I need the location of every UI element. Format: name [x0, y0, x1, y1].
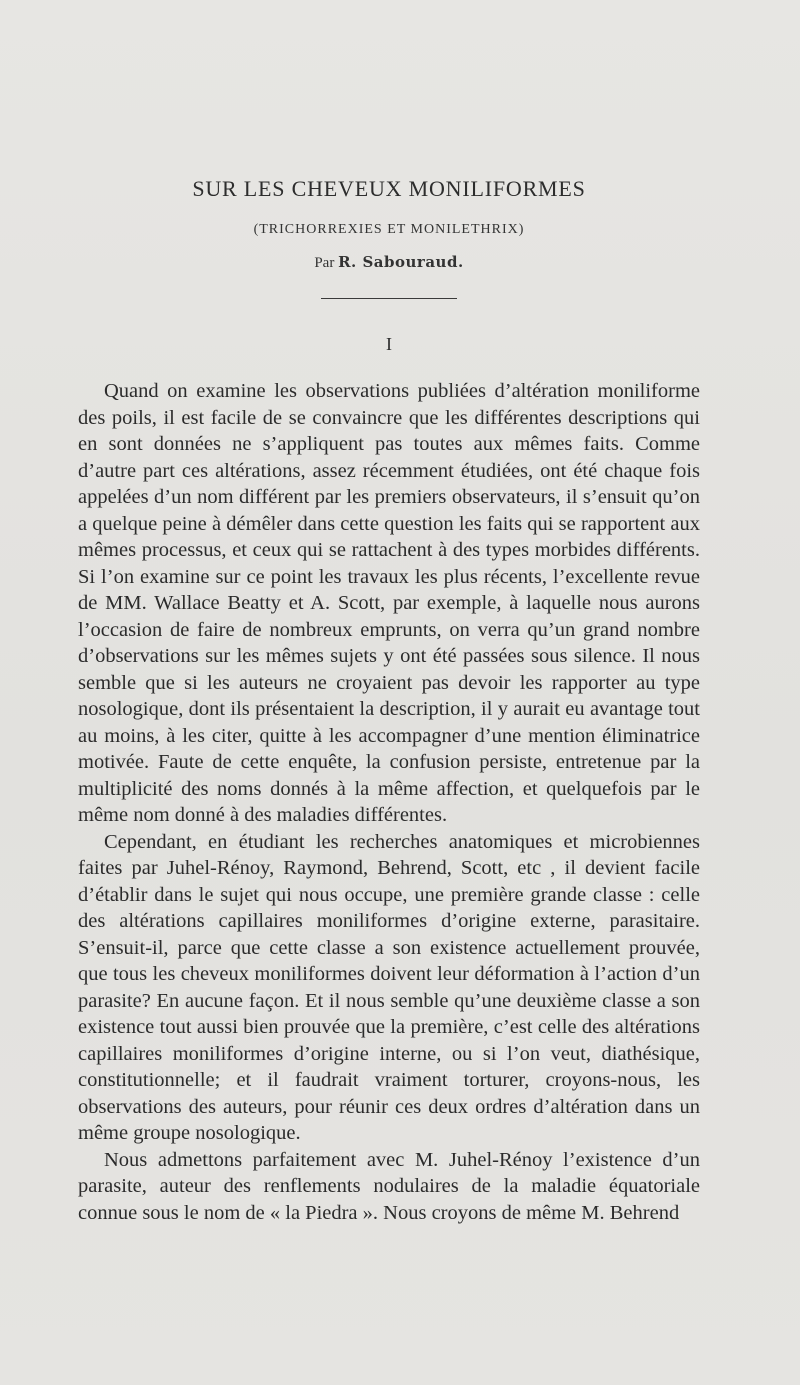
- title-divider: [321, 298, 457, 299]
- author-line: [78, 253, 700, 272]
- author-prefix: Par: [314, 255, 335, 272]
- section-number: I: [386, 334, 392, 355]
- article: [78, 176, 700, 1226]
- article-body: [78, 378, 700, 1226]
- author-name: R. Sabouraud.: [338, 253, 464, 272]
- article-title: SUR LES CHEVEUX MONILIFORMES: [192, 176, 586, 201]
- paragraph: Quand on examine les observations publiées d’altération moniliforme des poils, il est facile de se convaincre que les différentes descriptions qui en sont données ne s’appliquent pas toutes aux mêmes faits. Comme d’autre part ces altérations, assez récemment étudiées, ont été chaque fois appelées d’un nom différent par les premiers observateurs, il s’ensuit qu’on a quelque peine à démêler dans cette question les faits qui se rapportent aux mêmes processus, et ceux qui se rattachent à des types morbides différents. Si l’on examine sur ce point les travaux les plus récents, l’excellente revue de MM. Wallace Beatty et A. Scott, par exemple, à laquelle nous aurons l’occasion de faire de nombreux emprunts, on verra qu’un grand nombre d’observations sur les mêmes sujets y ont été passées sous silence. Il nous semble que si les auteurs ne croyaient pas devoir les rapporter au type nosologique, dont ils présentaient la description, il y aurait eu avantage tout au moins, à les citer, quitte à les accompagner d’une mention éliminatrice motivée. Faute de cette enquête, la confusion persiste, entretenue par la multiplicité des noms donnés à la même affection, et quelquefois par le même nom donné à des maladies différentes.: [78, 380, 700, 827]
- paragraph: Nous admettons parfaitement avec M. Juhel-Rénoy l’existence d’un parasite, auteur des renflements nodulaires de la maladie équatoriale connue sous le nom de « la Piedra ». Nous croyons de même M. Behrend: [78, 1148, 700, 1224]
- paragraph: Cependant, en étudiant les recherches anatomiques et microbiennes faites par Juhel-Rénoy, Raymond, Behrend, Scott, etc , il devient facile d’établir dans le sujet qui nous occupe, une première grande classe : celle des altérations capillaires moniliformes d’origine externe, parasitaire. S’ensuit-il, parce que cette classe a son existence actuellement prouvée, que tous les cheveux moniliformes doivent leur déformation à l’action d’un parasite? En aucune façon. Et il nous semble qu’une deuxième classe a son existence tout aussi bien prouvée que la première, c’est celle des altérations capillaires moniliformes d’origine interne, ou si l’on veut, diathésique, constitutionnelle; et il faudrait vraiment torturer, croyons-nous, les observations des auteurs, pour réunir ces deux ordres d’altération dans un même groupe nosologique.: [78, 830, 700, 1145]
- article-subtitle: (TRICHORREXIES ET MONILETHRIX): [253, 222, 525, 238]
